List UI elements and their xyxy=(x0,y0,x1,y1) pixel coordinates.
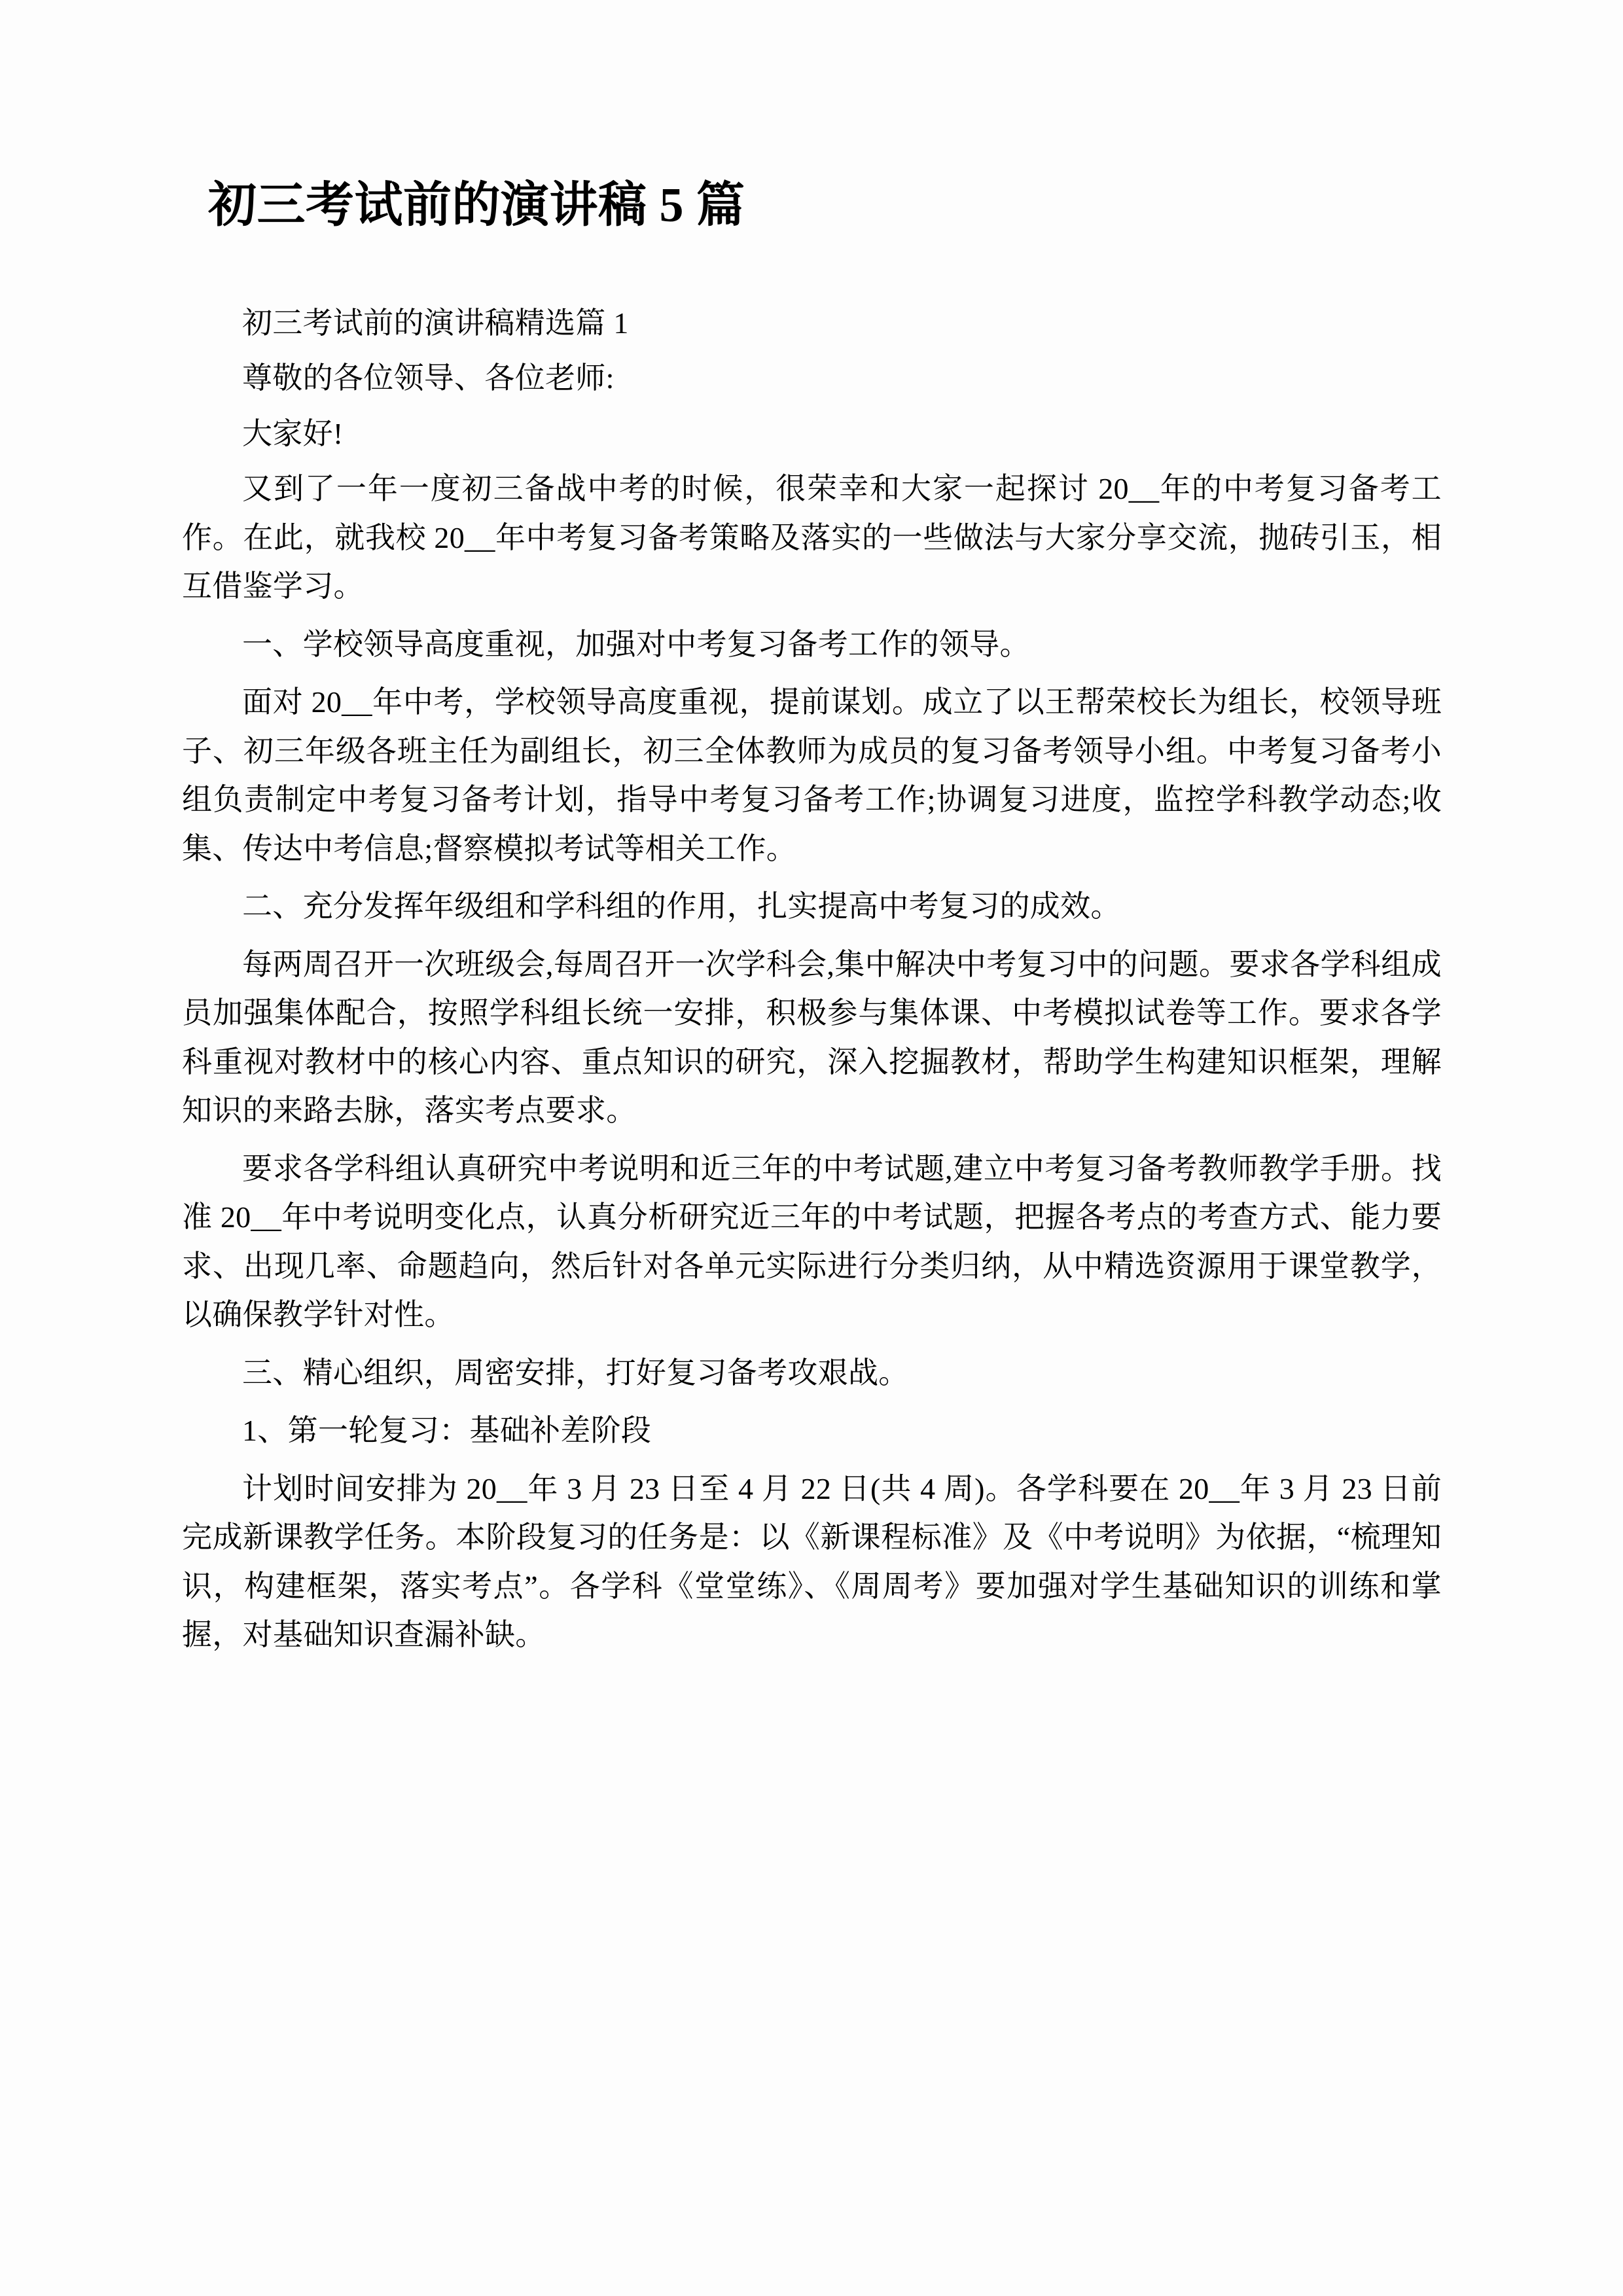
document-content xyxy=(182,175,1442,1669)
page-title: 初三考试前的演讲稿 5 篇 xyxy=(208,179,745,232)
paragraph-intro: 又到了一年一度初三备战中考的时候，很荣幸和大家一起探讨 20__年的中考复习备考工作。在此，就我校 20__年中考复习备考策略及落实的一些做法与大家分享交流，抛砖引玉，相互借鉴学习。 xyxy=(182,472,1442,603)
paragraph-heading-three: 三、精心组织，周密安排，打好复习备考攻艰战。 xyxy=(242,1355,909,1390)
paragraph-salutation: 尊敬的各位领导、各位老师: xyxy=(242,361,615,395)
paragraph-body-two: 每两周召开一次班级会,每周召开一次学科会,集中解决中考复习中的问题。要求各学科组成员加强集体配合，按照学科组长统一安排，积极参与集体课、中考模拟试卷等工作。要求各学科重视对教材中的核心内容、重点知识的研究，深入挖掘教材，帮助学生构建知识框架，理解知识的来路去脉，落实考点要求。 xyxy=(182,947,1442,1128)
paragraph-body-four: 计划时间安排为 20__年 3 月 23 日至 4 月 22 日(共 4 周)。各学科要在 20__年 3 月 23 日前完成新课教学任务。本阶段复习的任务是：以《新课程标准》及《中考说明》为依据，“梳理知识，构建框架，落实考点”。各学科《堂堂练》、《周周考》要加强对学生基础知识的训练和掌握，对基础知识查漏补缺。 xyxy=(182,1471,1442,1652)
paragraph-body-three: 要求各学科组认真研究中考说明和近三年的中考试题,建立中考复习备考教师教学手册。找准 20__年中考说明变化点，认真分析研究近三年的中考试题，把握各考点的考查方式、能力要求、出现几率、命题趋向，然后针对各单元实际进行分类归纳，从中精选资源用于课堂教学，以确保教学针对性。 xyxy=(182,1151,1442,1332)
paragraph-greeting: 大家好! xyxy=(242,416,344,450)
paragraph-body-one: 面对 20__年中考，学校领导高度重视，提前谋划。成立了以王帮荣校长为组长，校领导班子、初三年级各班主任为副组长，初三全体教师为成员的复习备考领导小组。中考复习备考小组负责制定中考复习备考计划，指导中考复习备考工作;协调复习进度，监控学科教学动态;收集、传达中考信息;督察模拟考试等相关工作。 xyxy=(182,685,1442,865)
paragraph-list-item-one: 1、第一轮复习：基础补差阶段 xyxy=(242,1414,652,1448)
paragraph-section-label: 初三考试前的演讲稿精选篇 1 xyxy=(242,306,629,340)
paragraph-heading-one: 一、学校领导高度重视，加强对中考复习备考工作的领导。 xyxy=(242,627,1030,661)
paragraph-heading-two: 二、充分发挥年级组和学科组的作用，扎实提高中考复习的成效。 xyxy=(242,889,1121,924)
